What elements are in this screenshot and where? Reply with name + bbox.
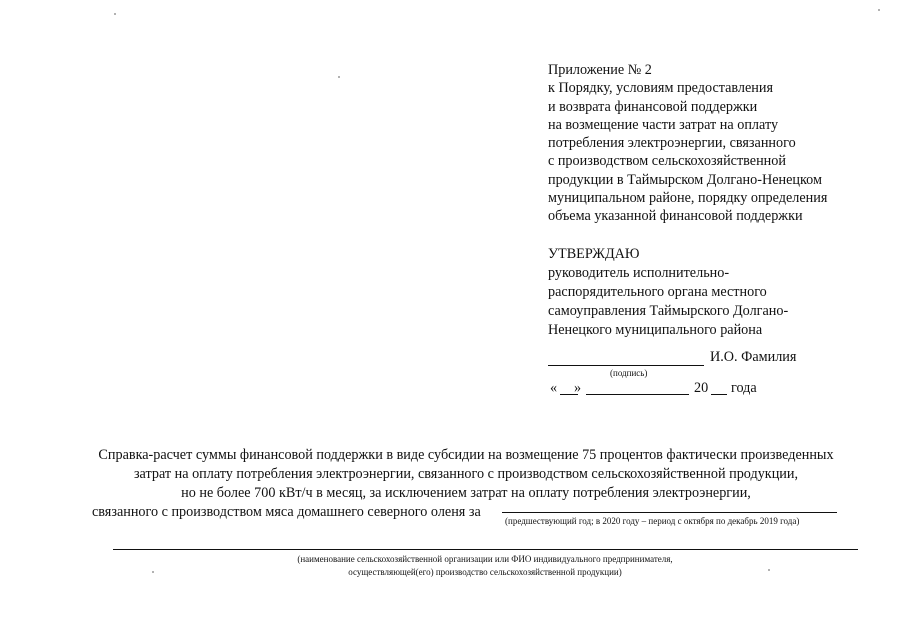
appendix-line: на возмещение части затрат на оплату	[548, 116, 779, 133]
scan-speck	[152, 571, 154, 573]
approval-title: УТВЕРЖДАЮ	[548, 246, 640, 262]
date-year-prefix: 20	[694, 380, 709, 396]
appendix-line: продукции в Таймырском Долгано-Ненецком	[548, 171, 822, 188]
appendix-line: объема указанной финансовой поддержки	[548, 208, 803, 225]
date-year-line	[711, 394, 727, 395]
appendix-note	[548, 61, 888, 226]
organization-caption-line: осуществляющей(его) производство сельскохозяйственной продукции)	[348, 567, 622, 577]
signer-name: И.О. Фамилия	[710, 349, 797, 365]
approval-block	[548, 245, 888, 340]
date-month-line	[586, 394, 689, 395]
appendix-line: и возврата финансовой поддержки	[548, 98, 758, 115]
scan-speck	[338, 76, 340, 78]
date-open-quote: «	[550, 380, 558, 396]
scan-speck	[114, 13, 116, 15]
signature-caption: (подпись)	[610, 368, 648, 378]
appendix-line: муниципальном районе, порядку определения	[548, 190, 828, 207]
heading-line: но не более 700 кВт/ч в месяц, за исключением затрат на оплату потребления электроэнергии,	[181, 485, 751, 501]
document-heading	[60, 446, 872, 522]
heading-line: связанного с производством мяса домашнего северного оленя за	[92, 504, 481, 520]
organization-line	[113, 549, 858, 550]
scan-speck	[768, 569, 770, 571]
heading-line: затрат на оплату потребления электроэнергии, связанного с производством сельскохозяйственной продукции,	[133, 466, 799, 482]
appendix-line: Приложение № 2	[548, 62, 652, 78]
organization-caption-line: (наименование сельскохозяйственной организации или ФИО индивидуального предпринимателя,	[297, 554, 673, 564]
signature-line	[548, 365, 704, 366]
date-suffix: года	[731, 380, 757, 396]
date-close-quote: »	[574, 380, 582, 396]
approval-line: распорядительного органа местного	[548, 284, 767, 300]
approval-line: руководитель исполнительно-	[548, 265, 730, 281]
appendix-line: к Порядку, условиям предоставления	[548, 80, 774, 97]
period-line	[502, 512, 837, 513]
approval-line: самоуправления Таймырского Долгано-	[548, 303, 789, 319]
scan-speck	[878, 9, 880, 11]
period-caption: (предшествующий год; в 2020 году – период с октября по декабрь 2019 года)	[505, 516, 800, 526]
approval-line: Ненецкого муниципального района	[548, 322, 763, 338]
heading-line: Справка-расчет суммы финансовой поддержки в виде субсидии на возмещение 75 процентов фактически произведенных	[98, 447, 834, 463]
organization-caption	[210, 553, 760, 579]
appendix-line: потребления электроэнергии, связанного	[548, 135, 796, 152]
appendix-line: с производством сельскохозяйственной	[548, 153, 786, 170]
